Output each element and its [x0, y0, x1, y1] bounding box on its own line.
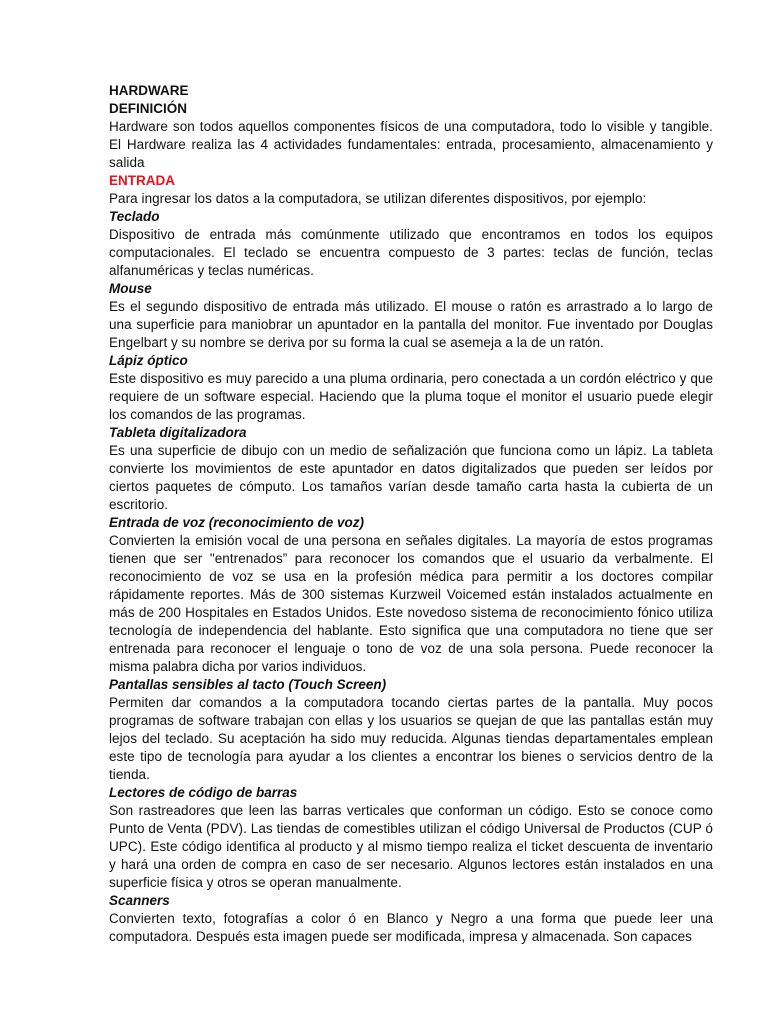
subheading-entrada-de-voz: Entrada de voz (reconocimiento de voz)	[109, 515, 365, 530]
paragraph-scanners: Convierten texto, fotografías a color ó en Blanco y Negro a una forma que puede leer una computadora. Después esta imagen puede ser modificada, impresa y almacenada. Son capaces	[109, 911, 713, 944]
definition-heading: DEFINICIÓN	[109, 101, 188, 116]
subheading-mouse: Mouse	[109, 281, 152, 296]
paragraph-lapiz-optico: Este dispositivo es muy parecido a una pluma ordinaria, pero conectada a un cordón eléctrico y que requiere de un software especial. Haciendo que la pluma toque el monitor el usuario puede elegir los comandos de las programas.	[109, 371, 713, 422]
subheading-lectores-codigo-barras: Lectores de código de barras	[109, 785, 298, 800]
paragraph-mouse: Es el segundo dispositivo de entrada más utilizado. El mouse o ratón es arrastrado a lo largo de una superficie para maniobrar un apuntador en la pantalla del monitor. Fue inventado por Douglas Engelbart y su nombre se deriva por su forma la cual se asemeja a la de un ratón.	[109, 299, 713, 350]
paragraph-tableta-digitalizadora: Es una superficie de dibujo con un medio de señalización que funciona como un lápiz. La tableta convierte los movimientos de este apuntador en datos digitalizados que pueden ser leídos por ciertos paquetes de cómputo. Los tamaños varían desde tamaño carta hasta la cubierta de un escritorio.	[109, 443, 713, 512]
section-intro-paragraph: Para ingresar los datos a la computadora, se utilizan diferentes dispositivos, por ejemplo:	[109, 191, 647, 206]
section-heading-entrada: ENTRADA	[109, 173, 175, 188]
document-title: HARDWARE	[109, 83, 189, 98]
paragraph-lectores-codigo-barras: Son rastreadores que leen las barras verticales que conforman un código. Esto se conoce como Punto de Venta (PDV). Las tiendas de comestibles utilizan el código Universal de Productos (CUP ó UPC). Este código identifica al producto y al mismo tiempo realiza el ticket descuenta de inventario y hará una orden de compra en caso de ser necesario. Algunos lectores están instalados en una superficie física y otros se operan manualmente.	[109, 803, 713, 890]
subheading-pantallas-tactiles: Pantallas sensibles al tacto (Touch Screen)	[109, 677, 387, 692]
paragraph-teclado: Dispositivo de entrada más comúnmente utilizado que encontramos en todos los equipos computacionales. El teclado se encuentra compuesto de 3 partes: teclas de función, teclas alfanuméricas y teclas numéricas.	[109, 227, 713, 278]
subheading-tableta-digitalizadora: Tableta digitalizadora	[109, 425, 247, 440]
paragraph-pantallas-tactiles: Permiten dar comandos a la computadora tocando ciertas partes de la pantalla. Muy pocos programas de software trabajan con ellas y los usuarios se quejan de que las pantallas están muy lejos del teclado. Su aceptación ha sido muy reducida. Algunas tiendas departamentales emplean este tipo de tecnología para ayudar a los clientes a encontrar los bienes o servicios dentro de la tienda.	[109, 695, 713, 782]
document-page	[109, 82, 713, 946]
definition-paragraph: Hardware son todos aquellos componentes físicos de una computadora, todo lo visible y tangible. El Hardware realiza las 4 actividades fundamentales: entrada, procesamiento, almacenamiento y salida	[109, 119, 713, 170]
subheading-teclado: Teclado	[109, 209, 160, 224]
subheading-lapiz-optico: Lápiz óptico	[109, 353, 188, 368]
subheading-scanners: Scanners	[109, 893, 170, 908]
paragraph-entrada-de-voz: Convierten la emisión vocal de una persona en señales digitales. La mayoría de estos programas tienen que ser "entrenados” para reconocer los comandos que el usuario da verbalmente. El reconocimiento de voz se usa en la profesión médica para permitir a los doctores compilar rápidamente reportes. Más de 300 sistemas Kurzweil Voicemed están instalados actualmente en más de 200 Hospitales en Estados Unidos. Este novedoso sistema de reconocimiento fónico utiliza tecnología de independencia del hablante. Esto significa que una computadora no tiene que ser entrenada para reconocer el lenguaje o tono de voz de una sola persona. Puede reconocer la misma palabra dicha por varios individuos.	[109, 533, 713, 674]
